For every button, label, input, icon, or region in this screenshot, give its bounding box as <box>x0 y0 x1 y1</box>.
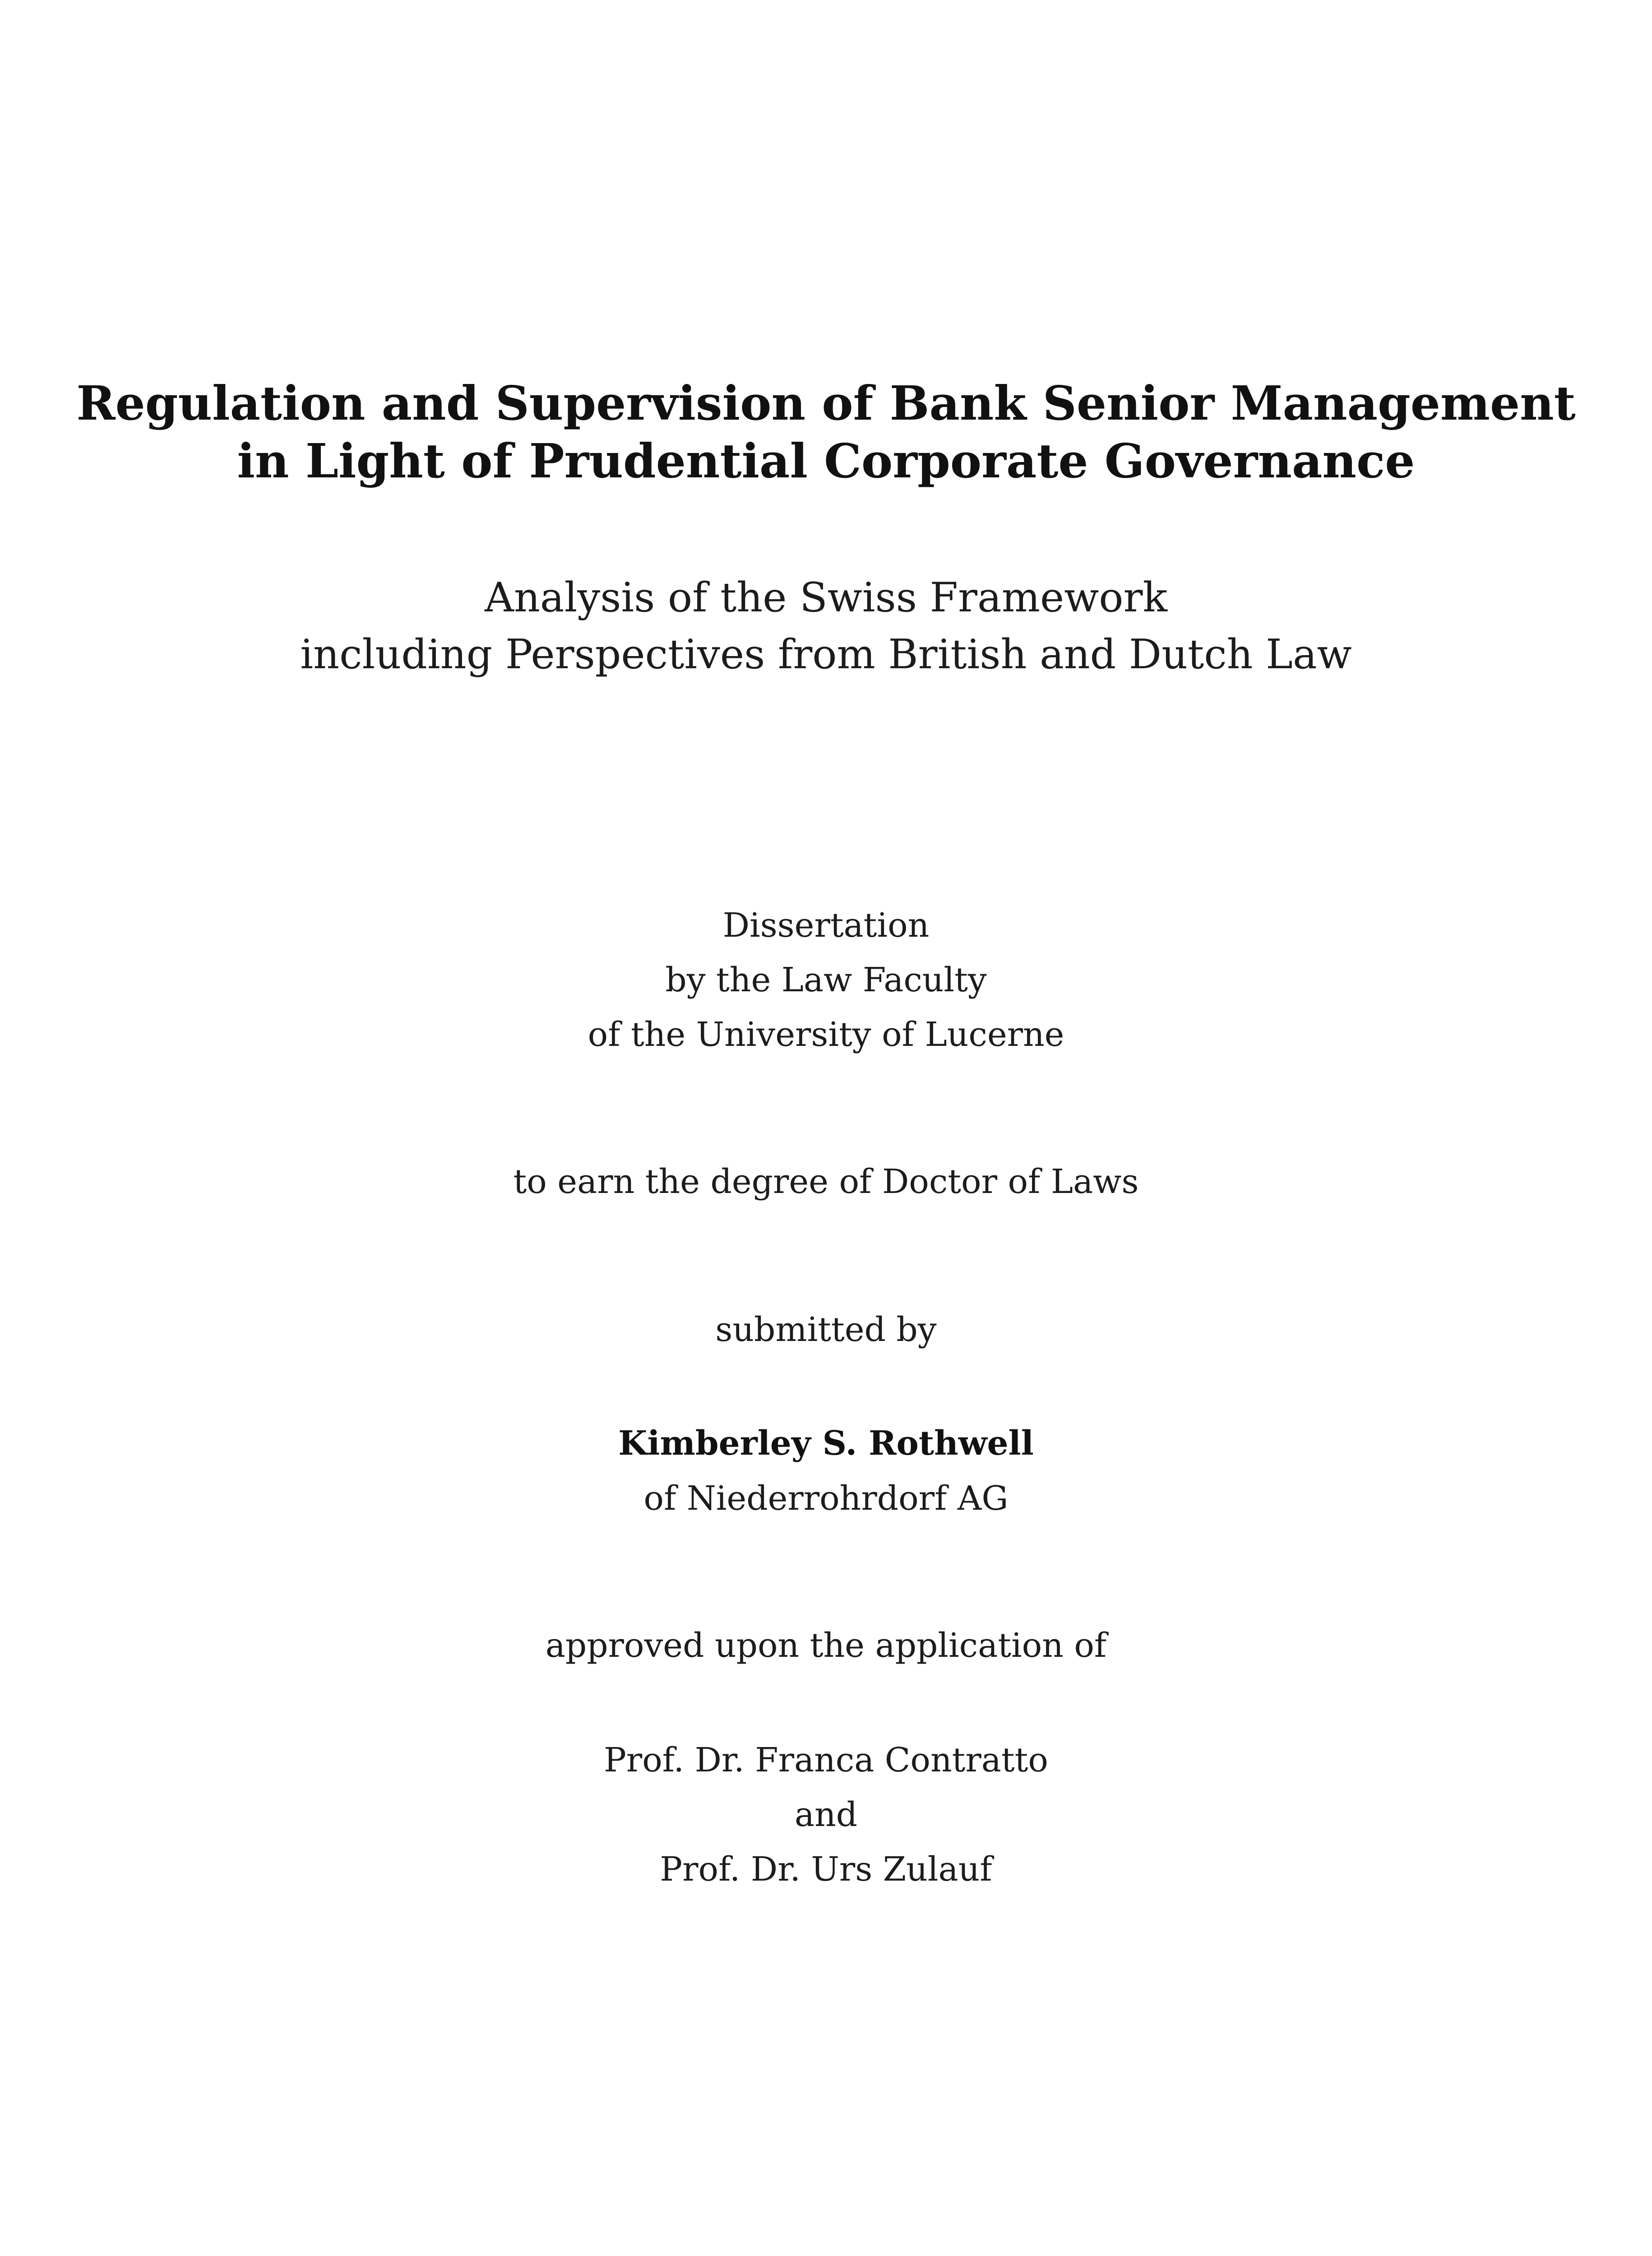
university-line: of the University of Lucerne <box>588 1015 1064 1054</box>
submitted-by-label: submitted by <box>715 1310 937 1349</box>
approval-intro: approved upon the application of <box>545 1626 1107 1665</box>
supervisor-2: Prof. Dr. Urs Zulauf <box>660 1850 992 1889</box>
title-line-2: in Light of Prudential Corporate Governance <box>237 433 1415 489</box>
degree-line: to earn the degree of Doctor of Laws <box>513 1162 1139 1201</box>
dissertation-label: Dissertation <box>722 906 930 945</box>
supervisor-1: Prof. Dr. Franca Contratto <box>604 1741 1048 1780</box>
author-name: Kimberley S. Rothwell <box>618 1424 1034 1463</box>
author-origin: of Niederrohrdorf AG <box>643 1479 1009 1518</box>
subtitle-line-2: including Perspectives from British and Dutch Law <box>300 631 1352 678</box>
supervisor-conjunction: and <box>794 1795 858 1834</box>
title-line-1: Regulation and Supervision of Bank Senior Management <box>76 375 1576 431</box>
subtitle-line-1: Analysis of the Swiss Framework <box>484 574 1168 621</box>
faculty-line: by the Law Faculty <box>665 961 987 999</box>
